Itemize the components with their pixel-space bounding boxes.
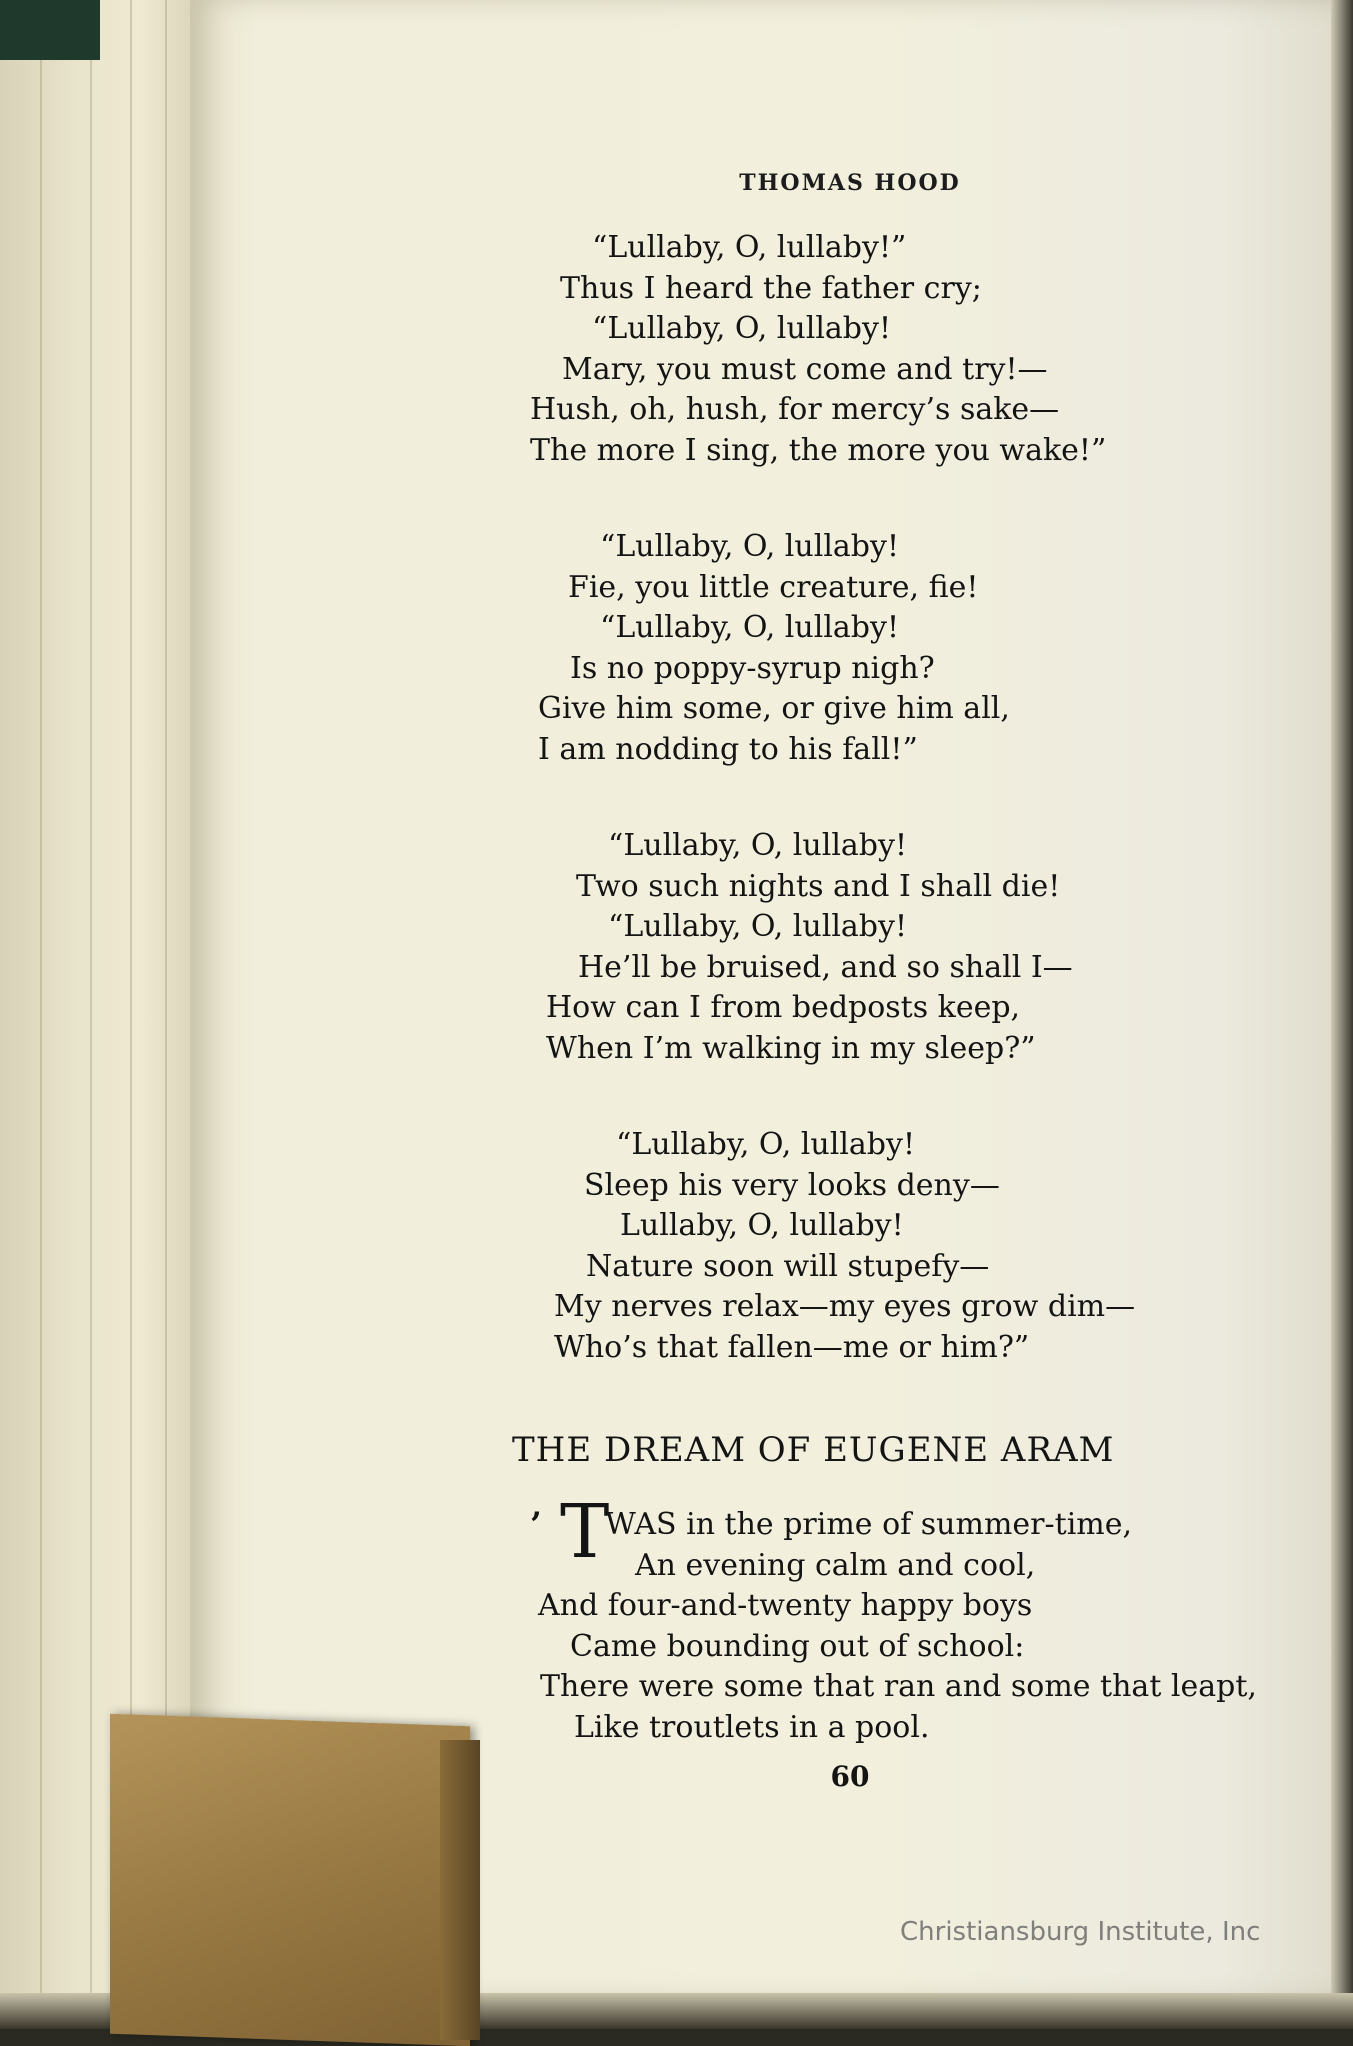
poem-line: An evening calm and cool,	[635, 1547, 1036, 1583]
stanza	[520, 228, 1240, 471]
poem-line: “Lullaby, O, lullaby!”	[592, 230, 907, 265]
poem-line: Give him some, or give him all,	[538, 691, 1010, 726]
poem-line: Mary, you must come and try!—	[562, 351, 1048, 387]
page-right-edge	[1331, 0, 1353, 2029]
poem-line: When I’m walking in my sleep?”	[546, 1030, 1036, 1066]
poem-line: Sleep his very looks deny—	[584, 1167, 1000, 1203]
poem-line: Nature soon will stupefy—	[586, 1248, 990, 1284]
poem-line: “Lullaby, O, lullaby!	[616, 1127, 916, 1162]
poem-title: THE DREAM OF EUGENE ARAM	[512, 1430, 1115, 1470]
poem-line: Two such nights and I shall die!	[576, 868, 1061, 904]
stanza	[520, 527, 1240, 770]
lullaby-poem	[520, 228, 1240, 1368]
poem-line: Hush, oh, hush, for mercy’s sake—	[530, 392, 1060, 427]
poem-line: “Lullaby, O, lullaby!	[592, 311, 892, 346]
poem-line: How can I from bedposts keep,	[546, 990, 1021, 1025]
dropcap-quote: ’	[530, 1505, 542, 1545]
poem-line: WAS in the prime of summer-time,	[605, 1507, 1133, 1542]
poem-line: Lullaby, O, lullaby!	[620, 1208, 904, 1243]
running-header: THOMAS HOOD	[739, 170, 961, 196]
poem-line: I am nodding to his fall!”	[538, 731, 918, 767]
poem-line: He’ll be bruised, and so shall I—	[578, 949, 1073, 985]
poem-line: Who’s that fallen—me or him?”	[554, 1329, 1030, 1365]
poem-line: “Lullaby, O, lullaby!	[608, 909, 908, 944]
poem-line: “Lullaby, O, lullaby!	[608, 828, 908, 863]
poem-line: “Lullaby, O, lullaby!	[600, 610, 900, 645]
dropcap-letter: T	[560, 1489, 610, 1575]
stanza	[520, 1125, 1240, 1368]
poem-line: Came bounding out of school:	[570, 1628, 1025, 1664]
book-box-object	[110, 1714, 470, 2046]
watermark: Christiansburg Institute, Inc	[900, 1917, 1261, 1947]
poem-line: Like troutlets in a pool.	[574, 1709, 930, 1745]
poem-line: Is no poppy-syrup nigh?	[570, 650, 935, 686]
page-number: 60	[830, 1760, 870, 1793]
book-cover-corner	[0, 0, 100, 60]
book-box-side	[440, 1740, 480, 2040]
stanza	[520, 826, 1240, 1069]
poem-line: “Lullaby, O, lullaby!	[600, 529, 900, 564]
poem-line: There were some that ran and some that leapt,	[540, 1669, 1257, 1704]
poem-line: Fie, you little creature, fie!	[568, 569, 979, 605]
poem-line: And four-and-twenty happy boys	[538, 1588, 1033, 1623]
poem-line: The more I sing, the more you wake!”	[530, 432, 1107, 468]
poem-line: My nerves relax—my eyes grow dim—	[554, 1289, 1136, 1324]
poem-line: Thus I heard the father cry;	[560, 270, 982, 306]
eugene-aram-poem	[530, 1489, 1290, 1748]
